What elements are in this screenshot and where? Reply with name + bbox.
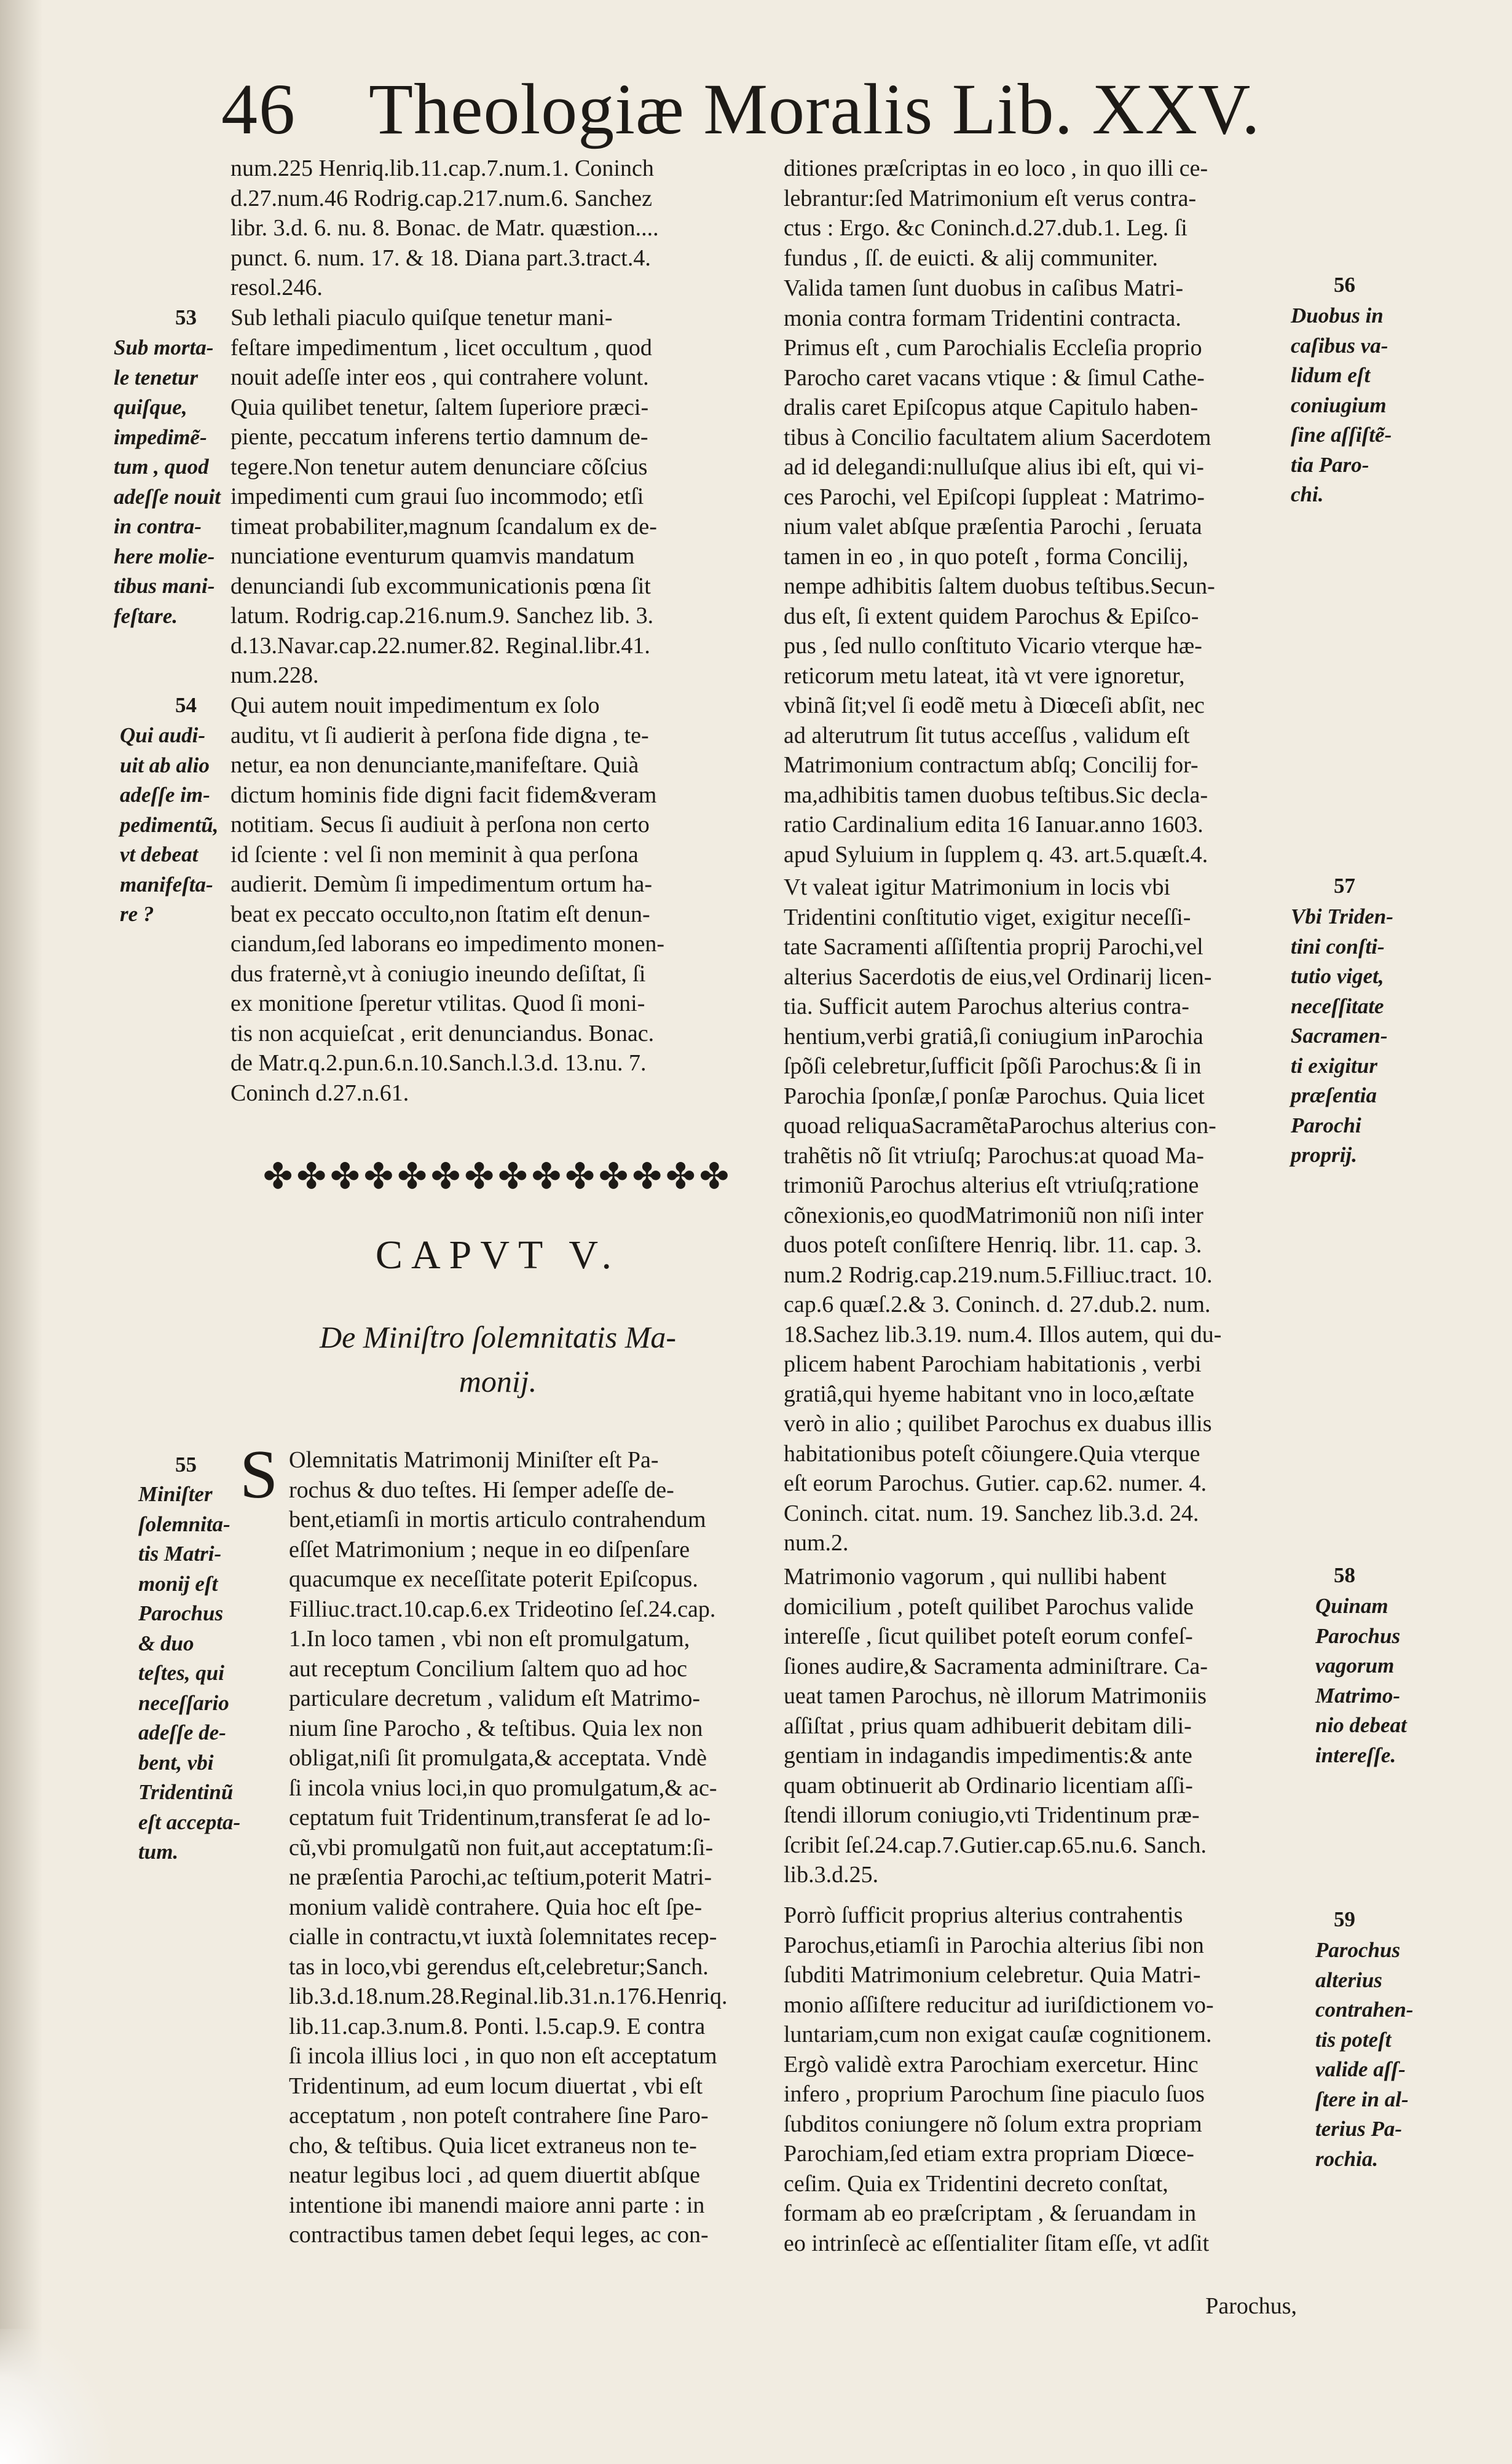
margin-number-59: 59 — [1334, 1907, 1355, 1931]
chapter-subtitle: De Miniſtro ſolemnitatis Ma- monij. — [319, 1320, 677, 1399]
paragraph-54: Qui autem nouit impedimentum ex ſolo auditu, vt ſi audierit à perſona fide digna , te- netur, ea non denunciante,manifeſtare. Quià dictum hominis fide digni facit fidem&veram notitiam. Secus ſi audiuit à perſona non certo id ſciente : vel ſi non meminit à qua perſona audierit. Demùm ſi impedimentum ortum ha- beat ex peccato occulto,non ſtatim eſt denun- ciandum,ſed laborans eo impedimento monen- dus fraternè,vt à coniugio ineundo deſiſtat, ſi ex monitione ſperetur vtilitas. Quod ſi moni- tis non acquieſcat , erit denunciandus. Bonac. de Matr.q.2.pun.6.n.10.Sanch.l.3.d. 13.nu. 7. Coninch d.27.n.61. — [230, 693, 664, 1106]
margin-number-57: 57 — [1334, 874, 1355, 898]
gutter-shadow — [0, 0, 43, 2464]
paper-damage — [0, 2329, 111, 2464]
left-column-top: num.225 Henriq.lib.11.cap.7.num.1. Coninch d.27.num.46 Rodrig.cap.217.num.6. Sanchez libr. 3.d. 6. nu. 8. Bonac. de Matr. quæstion.... punct. 6. num. 17. & 18. Diana part.3.tract.4. resol.246. — [230, 155, 659, 300]
margin-number-58: 58 — [1334, 1563, 1355, 1587]
margin-note-54: Qui audi- uit ab alio adeſſe im- pedimentũ, vt debeat manifeſta- re ? — [120, 723, 219, 926]
ornament-band: ✤✤✤✤✤✤✤✤✤✤✤✤✤✤ — [262, 1156, 733, 1196]
page-number: 46 — [221, 69, 296, 149]
margin-number-53: 53 — [175, 305, 197, 329]
margin-note-55: Miniſter ſolemnita- tis Matri- monij eſt Parochus & duo teſtes, qui neceſſario adeſſe de- bent, vbi Tridentinũ eſt accepta- tum. — [138, 1482, 241, 1864]
margin-note-59: Parochus alterius contrahen- tis poteſt valide aſſ- ſtere in al- terius Pa- rochia. — [1315, 1938, 1414, 2171]
margin-note-53: Sub morta- le tenetur quiſque, impedimẽ- tum , quod adeſſe nouit in contra- here molie- tibus mani- feſtare. — [114, 335, 221, 628]
paragraph-56: Valida tamen ſunt duobus in caſibus Matri- monia contra formam Tridentini contracta. Primus eſt , cum Parochialis Eccleſia proprio Parocho caret vacans vtique : & ſimul Cathe- dralis caret Epiſcopus atque Capitulo haben- tibus à Concilio facultatem alium Sacerdotem ad id delegandi:nulluſque alius ibi eſt, qui vi- ces Parochi, vel Epiſcopi ſuppleat : Matrimo- nium valet abſque præſentia Parochi , ſeruata tamen in eo , in quo poteſt , forma Concilij, nempe adhibitis ſaltem duobus teſtibus.Secun- dus eſt, ſi extent quidem Parochus & Epiſco- pus , ſed nullo conſtituto Vicario vterque hæ- reticorum metu lateat, ità vt vere ignoretur, vbinã ſit;vel ſi eodẽ metu à Diœceſi abſit, nec ad alterutrum ſit tutus acceſſus , validum eſt Matrimonium contractum abſq; Concilij for- ma,adhibitis tamen duobus teſtibus.Sic decla- ratio Cardinalium edita 16 Ianuar.anno 1603. apud Syluium in ſupplem q. 43. art.5.quæſt.4. — [784, 275, 1215, 868]
paragraph-58: Matrimonio vagorum , qui nullibi habent domicilium , poteſt quilibet Parochus valide intereſſe , ſicut quilibet poteſt eorum confeſ- ſiones audire,& Sacramenta adminiſtrare. Ca- ueat tamen Parochus, nè illorum Matrimoniis aſſiſtat , prius quam adhibuerit debitam dili- gentiam in indagandis impedimentis:& ante quam obtinuerit ab Ordinario licentiam aſſi- ſtendi illorum coniugio,vti Tridentinum præ- ſcribit ſeſ.24.cap.7.Gutier.cap.65.nu.6. Sanch. lib.3.d.25. — [784, 1564, 1208, 1888]
margin-number-55: 55 — [175, 1453, 197, 1477]
paragraph-53: Sub lethali piaculo quiſque tenetur mani- feſtare impedimentum , licet occultum , quod nouit adeſſe inter eos , qui contrahere volunt. Quia quilibet tenetur, ſaltem ſuperiore præci- piente, peccatum inferens tertio damnum de- tegere.Non tenetur autem denunciare cõſcius impedimenti cum graui ſuo incommodo; etſi timeat probabiliter,magnum ſcandalum ex de- nunciatione eventurum quamvis mandatum denunciandi ſub excommunicationis pœna ſit latum. Rodrig.cap.216.num.9. Sanchez lib. 3. d.13.Navar.cap.22.numer.82. Reginal.libr.41. num.228. — [230, 305, 657, 688]
paragraph-55: Olemnitatis Matrimonij Miniſter eſt Pa- rochus & duo teſtes. Hi ſemper adeſſe de- bent,etiamſi in mortis articulo contrahendum eſſet Matrimonium ; neque in eo diſpenſare quacumque ex neceſſitate poterit Epiſcopus. Filliuc.tract.10.cap.6.ex Trideotino ſeſ.24.cap. 1.In loco tamen , vbi non eſt promulgatum, aut receptum Concilium ſaltem quo ad hoc particulare decretum , validum eſt Matrimo- nium ſine Parocho , & teſtibus. Quia lex non obligat,niſi ſit promulgata,& acceptata. Vndè ſi incola vnius loci,in quo promulgatum,& ac- ceptatum fuit Tridentinum,transferat ſe ad lo- cũ,vbi promulgatũ non fuit,aut acceptatum:ſi- ne præſentia Parochi,ac teſtium,poterit Matri- monium validè contrahere. Quia hoc eſt ſpe- cialle in contractu,vt iuxtà ſolemnitates recep- tas in loco,vbi gerendus eſt,celebretur;Sanch. lib.3.d.18.num.28.Reginal.lib.31.n.176.Henriq. lib.11.cap.3.num.8. Ponti. l.5.cap.9. E contra ſi incola illius loci , in quo non eſt acceptatum Tridentinum, ad eum locum diuertat , vbi eſt acceptatum , non poteſt contrahere ſine Paro- cho, & teſtibus. Quia licet extraneus non te- neatur legibus loci , ad quem diuertit abſque intentione ibi manendi maiore anni parte : in contractibus tamen debet ſequi leges, ac con- — [289, 1447, 728, 2248]
right-column-top: ditiones præſcriptas in eo loco , in quo illi ce- lebrantur:ſed Matrimonium eſt verus contra- ctus : Ergo. &c Coninch.d.27.dub.1. Leg. ſi fundus , ſſ. de euicti. & alij communiter. — [784, 155, 1208, 271]
margin-note-57: Vbi Triden- tini conſti- tutio viget, neceſſitate Sacramen- ti exigitur præſentia Parochi proprij. — [1291, 904, 1393, 1167]
margin-note-58: Quinam Parochus vagorum Matrimo- nio debeat intereſſe. — [1315, 1594, 1407, 1767]
drop-capital: S — [240, 1437, 278, 1513]
paragraph-57: Vt valeat igitur Matrimonium in locis vbi Tridentini conſtitutio viget, exigitur neceſſi- tate Sacramenti aſſiſtentia proprij Parochi,vel alterius Sacerdotis de eius,vel Ordinarij licen- tia. Sufficit autem Parochus alterius contra- hentium,verbi gratiâ,ſi coniugium inParochia ſpõſi celebretur,ſufficit ſpõſi Parochus:& ſi in Parochia ſponſæ,ſ ponſæ Parochus. Quia licet quoad reliquaSacramẽtaParochus alterius con- trahẽtis nõ ſit vtriuſq; Parochus:at quoad Ma- trimoniũ Parochus alterius eſt vtriuſq;ratione cõnexionis,eo quodMatrimoniũ non niſi inter duos poteſt conſiſtere Henriq. libr. 11. cap. 3. num.2 Rodrig.cap.219.num.5.Filliuc.tract. 10. cap.6 quæſ.2.& 3. Coninch. d. 27.dub.2. num. 18.Sachez lib.3.19. num.4. Illos autem, qui du- plicem habent Parochiam habitationis , verbi gratiâ,qui hyeme habitant vno in loco,æſtate verò in alio ; quilibet Parochus ex duabus illis habitationibus poteſt cõiungere.Quia vterque eſt eorum Parochus. Gutier. cap.62. numer. 4. Coninch. citat. num. 19. Sanchez lib.3.d. 24. num.2. — [784, 874, 1222, 1556]
margin-number-54: 54 — [175, 693, 197, 717]
catchword: Parochus, — [1205, 2293, 1297, 2319]
chapter-title: CAPVT V. — [375, 1233, 621, 1277]
margin-number-56: 56 — [1334, 273, 1355, 297]
margin-note-56: Duobus in caſibus va- lidum eſt coniugium ſine aſſiſtẽ- tia Paro- chi. — [1291, 304, 1392, 506]
running-title: Theologiæ Moralis Lib. XXV. — [369, 69, 1261, 149]
paragraph-59: Porrò ſufficit proprius alterius contrahentis Parochus,etiamſi in Parochia alterius ſibi non ſubditi Matrimonium celebretur. Quia Matri- monio aſſiſtere reducitur ad iuriſdictionem vo- luntariam,cum non exigat cauſæ cognitionem. Ergò validè extra Parochiam exercetur. Hinc infero , proprium Parochum ſine piaculo ſuos ſubditos coniungere nõ ſolum extra propriam Parochiam,ſed etiam extra propriam Diœce- ceſim. Quia ex Tridentini decreto conſtat, formam ab eo præſcriptam , & ſeruandam in eo intrinſecè ac eſſentialiter ſitam eſſe, vt adſit — [784, 1902, 1214, 2256]
